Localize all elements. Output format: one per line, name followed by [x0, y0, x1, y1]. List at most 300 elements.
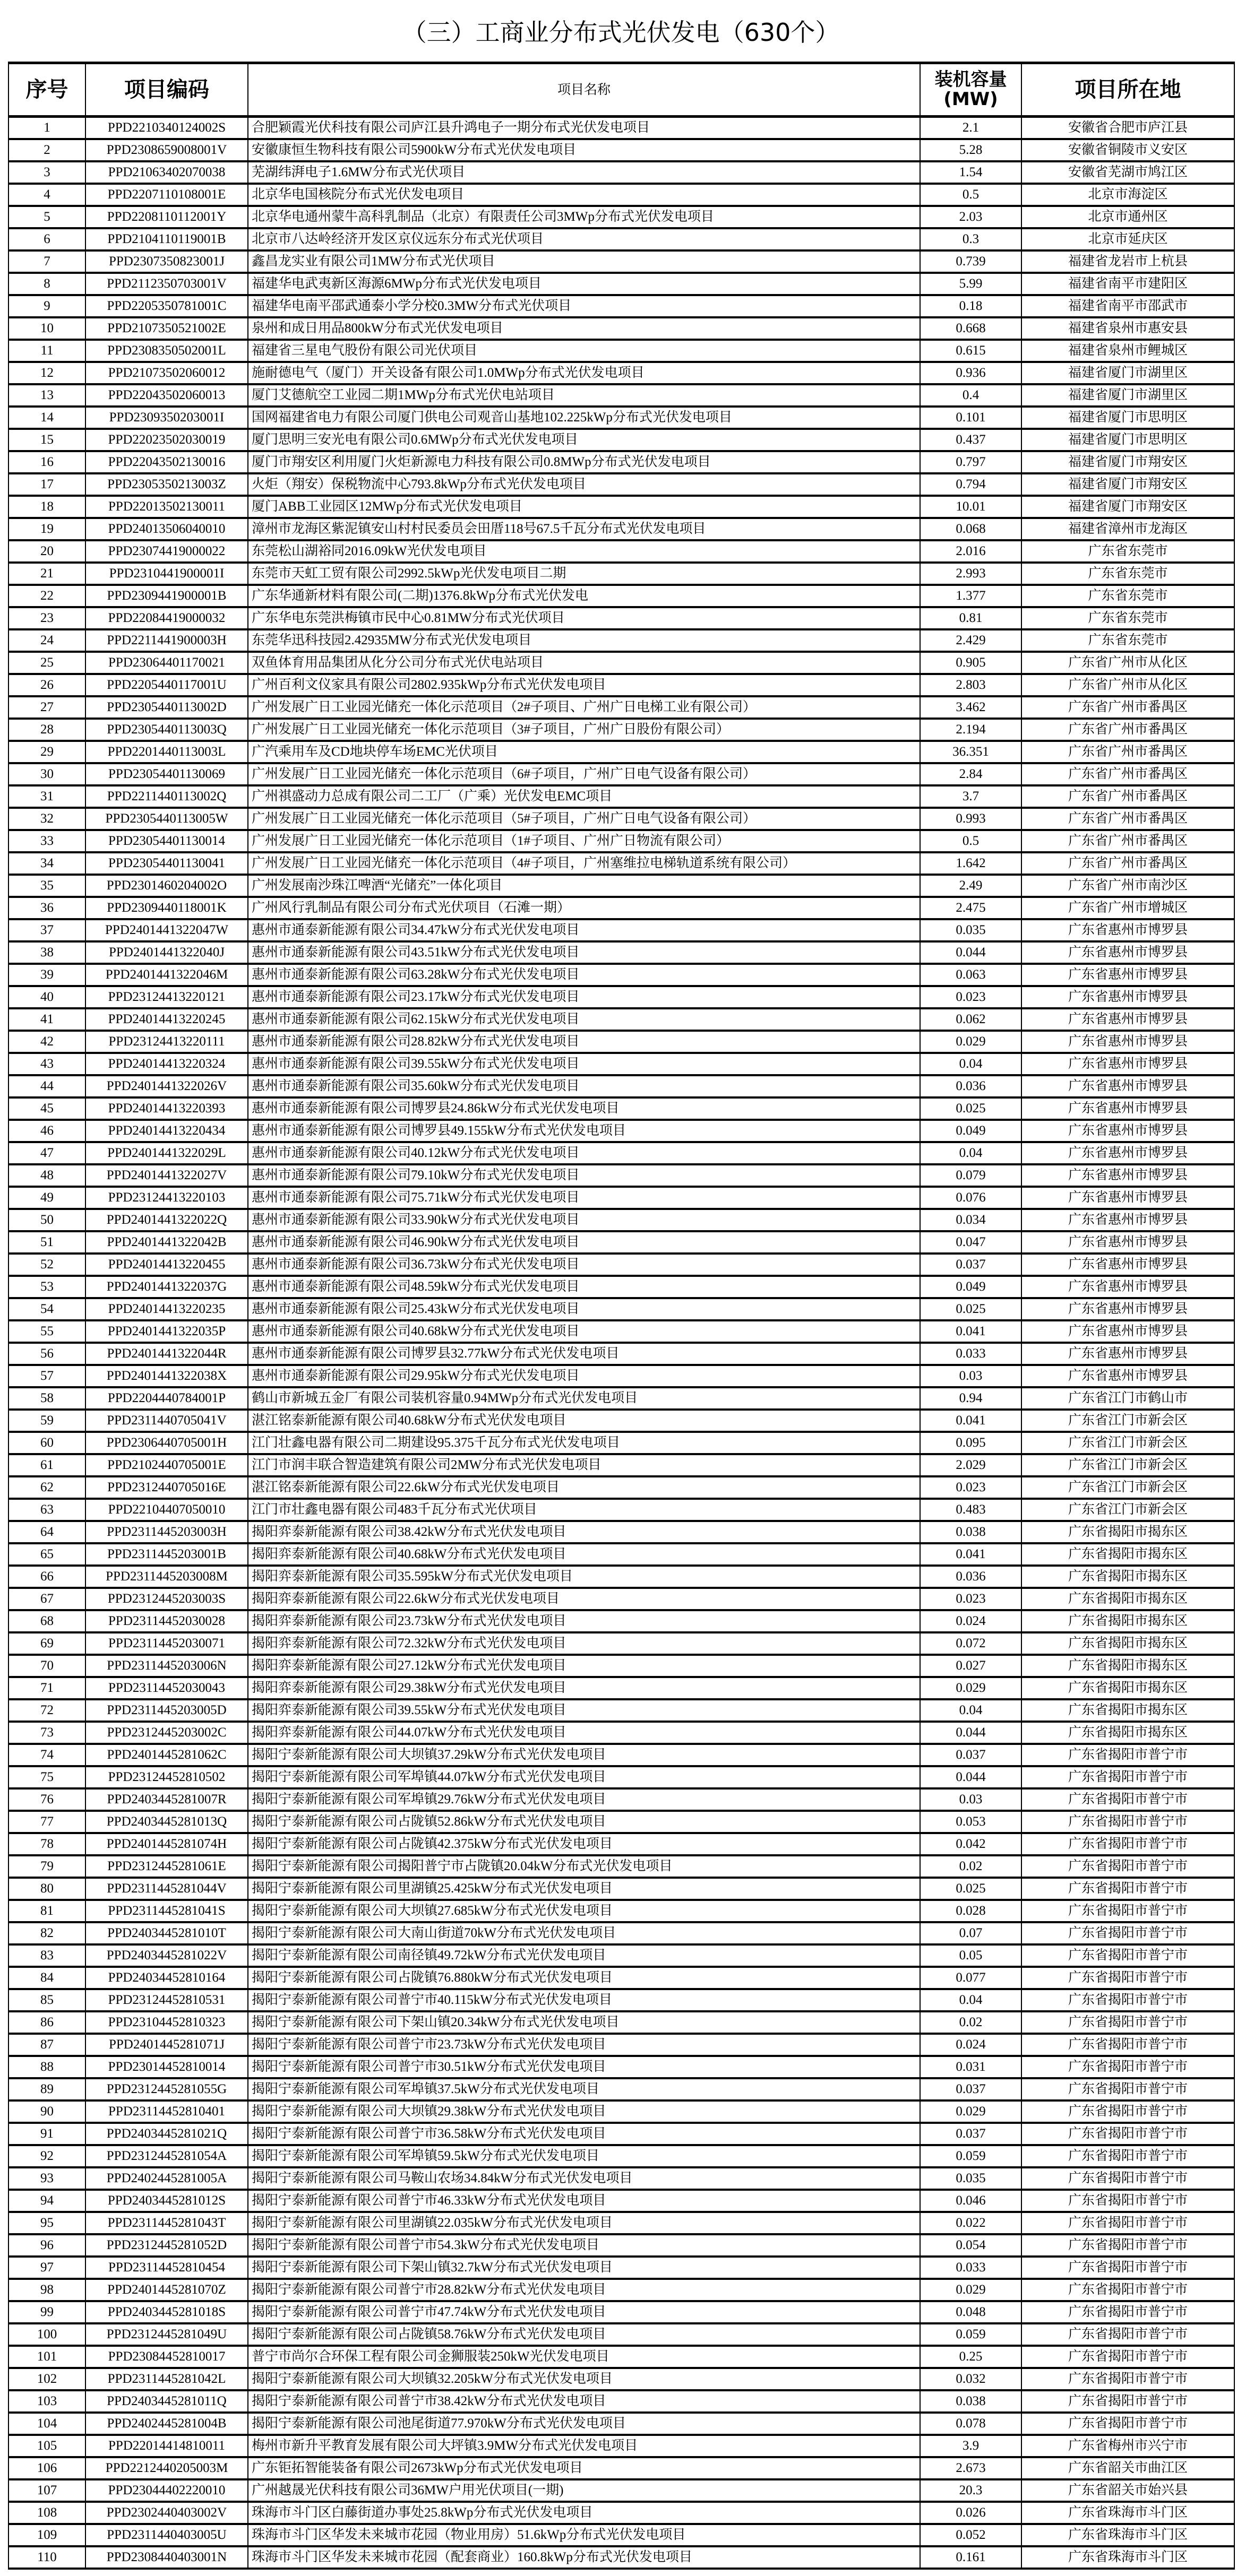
table-row: [8, 1744, 1234, 1766]
cell-seq: 58: [8, 1387, 85, 1410]
table-row: [8, 1075, 1234, 1097]
cell-location: 广东省揭阳市普宁市: [1021, 2034, 1234, 2056]
cell-project-code: PPD2311445203001B: [85, 1543, 248, 1566]
cell-project-name: 广东钜拓智能装备有限公司2673kWp分布式光伏发电项目: [248, 2457, 920, 2479]
cell-capacity: 0.038: [920, 1521, 1021, 1543]
cell-location: 广东省东莞市: [1021, 540, 1234, 563]
cell-seq: 62: [8, 1476, 85, 1499]
cell-location: 广东省揭阳市普宁市: [1021, 1855, 1234, 1878]
cell-location: 广东省揭阳市揭东区: [1021, 1588, 1234, 1610]
table-header-row: [8, 63, 1234, 117]
cell-capacity: 5.99: [920, 273, 1021, 295]
cell-project-name: 福建省三星电气股份有限公司光伏项目: [248, 340, 920, 362]
cell-capacity: 3.9: [920, 2435, 1021, 2457]
cell-project-name: 揭阳宁泰新能源有限公司军埠镇59.5kW分布式光伏发电项目: [248, 2145, 920, 2167]
cell-capacity: 2.029: [920, 1454, 1021, 1476]
cell-location: 广东省东莞市: [1021, 629, 1234, 652]
cell-project-code: PPD2401441322029L: [85, 1142, 248, 1164]
cell-location: 广东省揭阳市普宁市: [1021, 1744, 1234, 1766]
cell-location: 广东省广州市从化区: [1021, 674, 1234, 696]
cell-capacity: 0.027: [920, 1655, 1021, 1677]
cell-capacity: 2.49: [920, 875, 1021, 897]
table-row: [8, 2190, 1234, 2212]
cell-project-code: PPD2305440113002D: [85, 696, 248, 719]
cell-capacity: 2.673: [920, 2457, 1021, 2479]
table-row: [8, 1610, 1234, 1632]
cell-location: 广东省江门市新会区: [1021, 1476, 1234, 1499]
table-row: [8, 2212, 1234, 2234]
cell-seq: 76: [8, 1788, 85, 1811]
cell-seq: 60: [8, 1432, 85, 1454]
table-row: [8, 451, 1234, 473]
cell-project-code: PPD2401441322046M: [85, 964, 248, 986]
cell-seq: 87: [8, 2034, 85, 2056]
cell-capacity: 36.351: [920, 741, 1021, 763]
cell-location: 广东省揭阳市普宁市: [1021, 1811, 1234, 1833]
cell-seq: 97: [8, 2257, 85, 2279]
cell-capacity: 0.02: [920, 2011, 1021, 2034]
cell-project-name: 惠州市通泰新能源有限公司29.95kW分布式光伏发电项目: [248, 1365, 920, 1387]
cell-location: 广东省惠州市博罗县: [1021, 1053, 1234, 1075]
cell-location: 广东省揭阳市普宁市: [1021, 2257, 1234, 2279]
table-row: [8, 1187, 1234, 1209]
cell-project-name: 揭阳宁泰新能源有限公司普宁市46.33kW分布式光伏发电项目: [248, 2190, 920, 2212]
cell-project-code: PPD2402445281004B: [85, 2413, 248, 2435]
cell-seq: 20: [8, 540, 85, 563]
cell-capacity: 0.078: [920, 2413, 1021, 2435]
cell-location: 广东省揭阳市普宁市: [1021, 2413, 1234, 2435]
cell-project-name: 惠州市通泰新能源有限公司40.68kW分布式光伏发电项目: [248, 1320, 920, 1343]
cell-capacity: 0.023: [920, 1588, 1021, 1610]
cell-project-name: 惠州市通泰新能源有限公司46.90kW分布式光伏发电项目: [248, 1231, 920, 1254]
cell-capacity: 2.993: [920, 563, 1021, 585]
cell-project-code: PPD2403445281021Q: [85, 2123, 248, 2145]
cell-seq: 43: [8, 1053, 85, 1075]
table-row: [8, 607, 1234, 629]
cell-seq: 23: [8, 607, 85, 629]
table-row: [8, 2546, 1234, 2569]
cell-capacity: 0.037: [920, 1254, 1021, 1276]
cell-capacity: 0.615: [920, 340, 1021, 362]
cell-location: 广东省揭阳市普宁市: [1021, 2190, 1234, 2212]
table-row: [8, 2390, 1234, 2413]
cell-project-code: PPD2401441322037G: [85, 1276, 248, 1298]
table-row: [8, 2145, 1234, 2167]
cell-capacity: 0.794: [920, 473, 1021, 496]
cell-capacity: 0.079: [920, 1164, 1021, 1187]
cell-project-name: 揭阳宁泰新能源有限公司大坝镇29.38kW分布式光伏发电项目: [248, 2100, 920, 2123]
cell-project-name: 珠海市斗门区华发未来城市花园（配套商业）160.8kWp分布式光伏发电项目: [248, 2546, 920, 2569]
cell-project-code: PPD2312445203003S: [85, 1588, 248, 1610]
cell-project-code: PPD24014413220434: [85, 1120, 248, 1142]
cell-location: 广东省揭阳市普宁市: [1021, 2279, 1234, 2301]
cell-capacity: 0.5: [920, 184, 1021, 206]
cell-project-code: PPD2401441322035P: [85, 1320, 248, 1343]
cell-project-code: PPD2102440705001E: [85, 1454, 248, 1476]
cell-location: 广东省揭阳市揭东区: [1021, 1722, 1234, 1744]
cell-location: 广东省韶关市始兴县: [1021, 2479, 1234, 2502]
table-row: [8, 785, 1234, 808]
cell-location: 广东省揭阳市普宁市: [1021, 1922, 1234, 1944]
cell-project-name: 江门壮鑫电器有限公司二期建设95.375千瓦分布式光伏发电项目: [248, 1432, 920, 1454]
cell-project-name: 揭阳宁泰新能源有限公司池尾街道77.970kW分布式光伏发电项目: [248, 2413, 920, 2435]
cell-seq: 79: [8, 1855, 85, 1878]
cell-seq: 41: [8, 1008, 85, 1031]
cell-seq: 59: [8, 1410, 85, 1432]
cell-location: 广东省揭阳市普宁市: [1021, 1944, 1234, 1967]
table-row: [8, 518, 1234, 540]
cell-seq: 104: [8, 2413, 85, 2435]
cell-project-name: 福建华电南平邵武通泰小学分校0.3MW分布式光伏项目: [248, 295, 920, 317]
cell-seq: 52: [8, 1254, 85, 1276]
cell-location: 广东省揭阳市揭东区: [1021, 1632, 1234, 1655]
cell-seq: 81: [8, 1900, 85, 1922]
cell-project-name: 惠州市通泰新能源有限公司75.71kW分布式光伏发电项目: [248, 1187, 920, 1209]
cell-location: 广东省江门市新会区: [1021, 1432, 1234, 1454]
cell-project-name: 广州发展广日工业园光储充一体化示范项目（2#子项目、广州广日电梯工业有限公司）: [248, 696, 920, 719]
cell-location: 广东省惠州市博罗县: [1021, 1209, 1234, 1231]
table-row: [8, 1164, 1234, 1187]
cell-seq: 21: [8, 563, 85, 585]
cell-seq: 10: [8, 317, 85, 340]
cell-capacity: 0.029: [920, 2279, 1021, 2301]
cell-capacity: 0.037: [920, 2123, 1021, 2145]
cell-project-code: PPD2309440118001K: [85, 897, 248, 919]
cell-seq: 53: [8, 1276, 85, 1298]
cell-capacity: 0.25: [920, 2346, 1021, 2368]
table-row: [8, 1699, 1234, 1722]
cell-capacity: 0.161: [920, 2546, 1021, 2569]
cell-project-name: 安徽康恒生物科技有限公司5900kW分布式光伏发电项目: [248, 139, 920, 161]
cell-capacity: 20.3: [920, 2479, 1021, 2502]
header-capacity: [920, 63, 1021, 117]
cell-capacity: 0.068: [920, 518, 1021, 540]
cell-location: 广东省广州市番禺区: [1021, 830, 1234, 852]
cell-project-name: 揭阳宁泰新能源有限公司南径镇49.72kW分布式光伏发电项目: [248, 1944, 920, 1967]
cell-project-code: PPD23114452810401: [85, 2100, 248, 2123]
cell-capacity: 0.046: [920, 2190, 1021, 2212]
cell-location: 广东省惠州市博罗县: [1021, 1031, 1234, 1053]
cell-seq: 102: [8, 2368, 85, 2390]
cell-project-code: PPD2401441322042B: [85, 1231, 248, 1254]
cell-project-code: PPD23074419000022: [85, 540, 248, 563]
cell-project-code: PPD2307350823001J: [85, 250, 248, 273]
cell-seq: 80: [8, 1878, 85, 1900]
cell-capacity: 0.18: [920, 295, 1021, 317]
table-row: [8, 763, 1234, 785]
table-row: [8, 585, 1234, 607]
cell-seq: 16: [8, 451, 85, 473]
cell-project-name: 珠海市斗门区白藤街道办事处25.8kWp分布式光伏发电项目: [248, 2502, 920, 2524]
cell-capacity: 0.024: [920, 1610, 1021, 1632]
table-row: [8, 741, 1234, 763]
table-row: [8, 2502, 1234, 2524]
cell-seq: 67: [8, 1588, 85, 1610]
table-row: [8, 1454, 1234, 1476]
cell-project-name: 惠州市通泰新能源有限公司35.60kW分布式光伏发电项目: [248, 1075, 920, 1097]
table-row: [8, 340, 1234, 362]
cell-location: 广东省揭阳市普宁市: [1021, 1989, 1234, 2011]
table-row: [8, 496, 1234, 518]
table-row: [8, 1254, 1234, 1276]
cell-seq: 109: [8, 2524, 85, 2546]
table-row: [8, 1097, 1234, 1120]
table-row: [8, 2301, 1234, 2323]
cell-capacity: 0.025: [920, 1878, 1021, 1900]
cell-project-code: PPD23124452810502: [85, 1766, 248, 1788]
table-row: [8, 652, 1234, 674]
cell-seq: 40: [8, 986, 85, 1008]
cell-project-name: 广州发展广日工业园光储充一体化示范项目（4#子项目，广州塞维拉电梯轨道系统有限公司）: [248, 852, 920, 875]
cell-project-code: PPD23114452030071: [85, 1632, 248, 1655]
cell-capacity: 0.029: [920, 1031, 1021, 1053]
cell-project-code: PPD2312445281052D: [85, 2234, 248, 2257]
cell-project-name: 惠州市通泰新能源有限公司40.12kW分布式光伏发电项目: [248, 1142, 920, 1164]
cell-capacity: 0.029: [920, 1677, 1021, 1699]
header-code: 项目编码: [85, 63, 248, 117]
cell-location: 广东省惠州市博罗县: [1021, 919, 1234, 941]
cell-seq: 74: [8, 1744, 85, 1766]
cell-capacity: 0.041: [920, 1410, 1021, 1432]
cell-location: 广东省揭阳市普宁市: [1021, 2123, 1234, 2145]
cell-project-code: PPD2208110112001Y: [85, 206, 248, 228]
header-capacity-unit: (MW): [943, 89, 998, 110]
cell-project-name: 漳州市龙海区紫泥镇安山村村民委员会田厝118号67.5千瓦分布式光伏发电项目: [248, 518, 920, 540]
cell-project-name: 惠州市通泰新能源有限公司23.17kW分布式光伏发电项目: [248, 986, 920, 1008]
cell-project-code: PPD2401441322022Q: [85, 1209, 248, 1231]
cell-seq: 29: [8, 741, 85, 763]
cell-location: 广东省揭阳市普宁市: [1021, 1967, 1234, 1989]
cell-location: 广东省惠州市博罗县: [1021, 1276, 1234, 1298]
cell-project-code: PPD2112350703001V: [85, 273, 248, 295]
table-row: [8, 808, 1234, 830]
cell-project-name: 福建华电武夷新区海源6MWp分布式光伏发电项目: [248, 273, 920, 295]
table-row: [8, 540, 1234, 563]
cell-seq: 9: [8, 295, 85, 317]
cell-seq: 3: [8, 161, 85, 184]
cell-seq: 64: [8, 1521, 85, 1543]
cell-project-name: 揭阳弈泰新能源有限公司27.12kW分布式光伏发电项目: [248, 1655, 920, 1677]
cell-project-code: PPD2312445281049U: [85, 2323, 248, 2346]
cell-seq: 48: [8, 1164, 85, 1187]
cell-location: 广东省惠州市博罗县: [1021, 1343, 1234, 1365]
cell-location: 广东省揭阳市普宁市: [1021, 2100, 1234, 2123]
cell-location: 福建省厦门市思明区: [1021, 429, 1234, 451]
cell-project-name: 惠州市通泰新能源有限公司43.51kW分布式光伏发电项目: [248, 941, 920, 964]
cell-project-code: PPD22043502130016: [85, 451, 248, 473]
cell-location: 安徽省铜陵市义安区: [1021, 139, 1234, 161]
cell-location: 广东省惠州市博罗县: [1021, 1254, 1234, 1276]
cell-capacity: 0.04: [920, 1989, 1021, 2011]
cell-project-name: 广州发展广日工业园光储充一体化示范项目（5#子项目，广州广日电气设备有限公司）: [248, 808, 920, 830]
cell-project-code: PPD2302440403002V: [85, 2502, 248, 2524]
table-row: [8, 2078, 1234, 2100]
cell-capacity: 0.797: [920, 451, 1021, 473]
cell-seq: 91: [8, 2123, 85, 2145]
cell-location: 广东省揭阳市普宁市: [1021, 2056, 1234, 2078]
cell-project-code: PPD24014413220455: [85, 1254, 248, 1276]
cell-location: 广东省揭阳市揭东区: [1021, 1566, 1234, 1588]
cell-location: 广东省惠州市博罗县: [1021, 1164, 1234, 1187]
cell-project-code: PPD23124413220121: [85, 986, 248, 1008]
cell-location: 广东省揭阳市普宁市: [1021, 2078, 1234, 2100]
cell-capacity: 1.642: [920, 852, 1021, 875]
cell-project-name: 广汽乘用车及CD地块停车场EMC光伏项目: [248, 741, 920, 763]
cell-project-code: PPD2306440705001H: [85, 1432, 248, 1454]
cell-seq: 2: [8, 139, 85, 161]
table-row: [8, 986, 1234, 1008]
cell-project-code: PPD2403445281018S: [85, 2301, 248, 2323]
cell-capacity: 0.025: [920, 1298, 1021, 1320]
table-row: [8, 852, 1234, 875]
table-row: [8, 1343, 1234, 1365]
cell-project-name: 广州发展广日工业园光储充一体化示范项目（6#子项目，广州广日电气设备有限公司）: [248, 763, 920, 785]
table-row: [8, 1432, 1234, 1454]
cell-project-code: PPD23104452810323: [85, 2011, 248, 2034]
cell-seq: 32: [8, 808, 85, 830]
cell-seq: 15: [8, 429, 85, 451]
cell-location: 广东省广州市从化区: [1021, 652, 1234, 674]
cell-capacity: 0.07: [920, 1922, 1021, 1944]
cell-seq: 108: [8, 2502, 85, 2524]
cell-project-code: PPD2312445281054A: [85, 2145, 248, 2167]
cell-project-code: PPD23114452810454: [85, 2257, 248, 2279]
cell-location: 广东省揭阳市普宁市: [1021, 2323, 1234, 2346]
cell-seq: 45: [8, 1097, 85, 1120]
cell-project-code: PPD22104407050010: [85, 1499, 248, 1521]
cell-location: 广东省揭阳市普宁市: [1021, 2145, 1234, 2167]
cell-seq: 72: [8, 1699, 85, 1722]
cell-project-code: PPD2401441322040J: [85, 941, 248, 964]
cell-seq: 84: [8, 1967, 85, 1989]
cell-capacity: 0.036: [920, 1566, 1021, 1588]
cell-project-code: PPD24013506040010: [85, 518, 248, 540]
cell-capacity: 0.03: [920, 1788, 1021, 1811]
cell-location: 广东省揭阳市普宁市: [1021, 1833, 1234, 1855]
cell-capacity: 0.072: [920, 1632, 1021, 1655]
cell-project-code: PPD2403445281007R: [85, 1788, 248, 1811]
cell-seq: 36: [8, 897, 85, 919]
cell-seq: 78: [8, 1833, 85, 1855]
table-row: [8, 919, 1234, 941]
cell-seq: 14: [8, 407, 85, 429]
cell-seq: 26: [8, 674, 85, 696]
cell-project-name: 惠州市通泰新能源有限公司48.59kW分布式光伏发电项目: [248, 1276, 920, 1298]
cell-capacity: 0.053: [920, 1811, 1021, 1833]
cell-location: 广东省广州市番禺区: [1021, 741, 1234, 763]
cell-project-code: PPD2403445281022V: [85, 1944, 248, 1967]
cell-project-code: PPD2311445281043T: [85, 2212, 248, 2234]
cell-location: 广东省广州市番禺区: [1021, 763, 1234, 785]
cell-project-name: 揭阳弈泰新能源有限公司23.73kW分布式光伏发电项目: [248, 1610, 920, 1632]
cell-seq: 110: [8, 2546, 85, 2569]
cell-project-name: 北京市八达岭经济开发区京仪远东分布式光伏项目: [248, 228, 920, 250]
table-row: [8, 1543, 1234, 1566]
cell-location: 福建省南平市建阳区: [1021, 273, 1234, 295]
cell-seq: 38: [8, 941, 85, 964]
cell-location: 广东省惠州市博罗县: [1021, 1075, 1234, 1097]
cell-location: 福建省厦门市翔安区: [1021, 473, 1234, 496]
cell-seq: 12: [8, 362, 85, 384]
cell-capacity: 0.3: [920, 228, 1021, 250]
cell-project-name: 揭阳宁泰新能源有限公司军埠镇44.07kW分布式光伏发电项目: [248, 1766, 920, 1788]
cell-seq: 96: [8, 2234, 85, 2257]
cell-project-name: 北京华电通州蒙牛高科乳制品（北京）有限责任公司3MWp分布式光伏发电项目: [248, 206, 920, 228]
table-row: [8, 2435, 1234, 2457]
cell-project-code: PPD24014413220235: [85, 1298, 248, 1320]
cell-project-code: PPD2401441322027V: [85, 1164, 248, 1187]
cell-project-code: PPD23064401170021: [85, 652, 248, 674]
cell-project-code: PPD2403445281011Q: [85, 2390, 248, 2413]
cell-capacity: 1.377: [920, 585, 1021, 607]
cell-location: 广东省揭阳市普宁市: [1021, 1766, 1234, 1788]
cell-location: 广东省惠州市博罗县: [1021, 986, 1234, 1008]
cell-location: 广东省揭阳市普宁市: [1021, 2368, 1234, 2390]
cell-project-name: 揭阳弈泰新能源有限公司40.68kW分布式光伏发电项目: [248, 1543, 920, 1566]
cell-project-name: 惠州市通泰新能源有限公司33.90kW分布式光伏发电项目: [248, 1209, 920, 1231]
cell-project-code: PPD2311440403005U: [85, 2524, 248, 2546]
cell-capacity: 0.044: [920, 1766, 1021, 1788]
cell-project-name: 广州祺盛动力总成有限公司二工厂（广乘）光伏发电EMC项目: [248, 785, 920, 808]
cell-project-name: 揭阳弈泰新能源有限公司29.38kW分布式光伏发电项目: [248, 1677, 920, 1699]
cell-location: 安徽省合肥市庐江县: [1021, 117, 1234, 140]
table-row: [8, 184, 1234, 206]
table-row: [8, 563, 1234, 585]
cell-location: 广东省揭阳市揭东区: [1021, 1677, 1234, 1699]
cell-location: 福建省南平市邵武市: [1021, 295, 1234, 317]
cell-location: 广东省韶关市曲江区: [1021, 2457, 1234, 2479]
cell-project-code: PPD22014414810011: [85, 2435, 248, 2457]
cell-location: 广东省揭阳市普宁市: [1021, 1900, 1234, 1922]
cell-project-name: 惠州市通泰新能源有限公司79.10kW分布式光伏发电项目: [248, 1164, 920, 1187]
cell-capacity: 0.054: [920, 2234, 1021, 2257]
cell-capacity: 0.81: [920, 607, 1021, 629]
cell-capacity: 0.048: [920, 2301, 1021, 2323]
cell-seq: 42: [8, 1031, 85, 1053]
cell-project-name: 厦门市翔安区利用厦门火炬新源电力科技有限公司0.8MWp分布式光伏发电项目: [248, 451, 920, 473]
table-row: [8, 1298, 1234, 1320]
table-row: [8, 1008, 1234, 1031]
cell-location: 广东省惠州市博罗县: [1021, 1008, 1234, 1031]
table-row: [8, 2368, 1234, 2390]
table-body: [8, 117, 1234, 2569]
cell-seq: 13: [8, 384, 85, 407]
cell-project-name: 惠州市通泰新能源有限公司62.15kW分布式光伏发电项目: [248, 1008, 920, 1031]
cell-project-name: 揭阳宁泰新能源有限公司占陇镇76.880kW分布式光伏发电项目: [248, 1967, 920, 1989]
table-row: [8, 161, 1234, 184]
cell-project-code: PPD2305440113003Q: [85, 719, 248, 741]
cell-project-name: 广州越晟光伏科技有限公司36MW户用光伏项目(一期): [248, 2479, 920, 2502]
cell-location: 广东省揭阳市揭东区: [1021, 1699, 1234, 1722]
cell-capacity: 2.803: [920, 674, 1021, 696]
cell-location: 广东省揭阳市揭东区: [1021, 1521, 1234, 1543]
cell-capacity: 0.042: [920, 1833, 1021, 1855]
cell-location: 广东省广州市番禺区: [1021, 719, 1234, 741]
cell-project-code: PPD2311445281044V: [85, 1878, 248, 1900]
cell-capacity: 10.01: [920, 496, 1021, 518]
cell-project-code: PPD2104110119001B: [85, 228, 248, 250]
table-row: [8, 295, 1234, 317]
cell-project-name: 厦门艾德航空工业园二期1MWp分布式光伏电站项目: [248, 384, 920, 407]
cell-capacity: 0.038: [920, 2390, 1021, 2413]
cell-capacity: 0.033: [920, 2257, 1021, 2279]
cell-project-name: 鑫昌龙实业有限公司1MW分布式光伏项目: [248, 250, 920, 273]
cell-project-name: 东莞市天虹工贸有限公司2992.5kWp光伏发电项目二期: [248, 563, 920, 585]
cell-project-name: 揭阳宁泰新能源有限公司占陇镇42.375kW分布式光伏发电项目: [248, 1833, 920, 1855]
cell-location: 广东省惠州市博罗县: [1021, 1097, 1234, 1120]
cell-seq: 93: [8, 2167, 85, 2190]
cell-project-name: 揭阳弈泰新能源有限公司22.6kW分布式光伏发电项目: [248, 1588, 920, 1610]
